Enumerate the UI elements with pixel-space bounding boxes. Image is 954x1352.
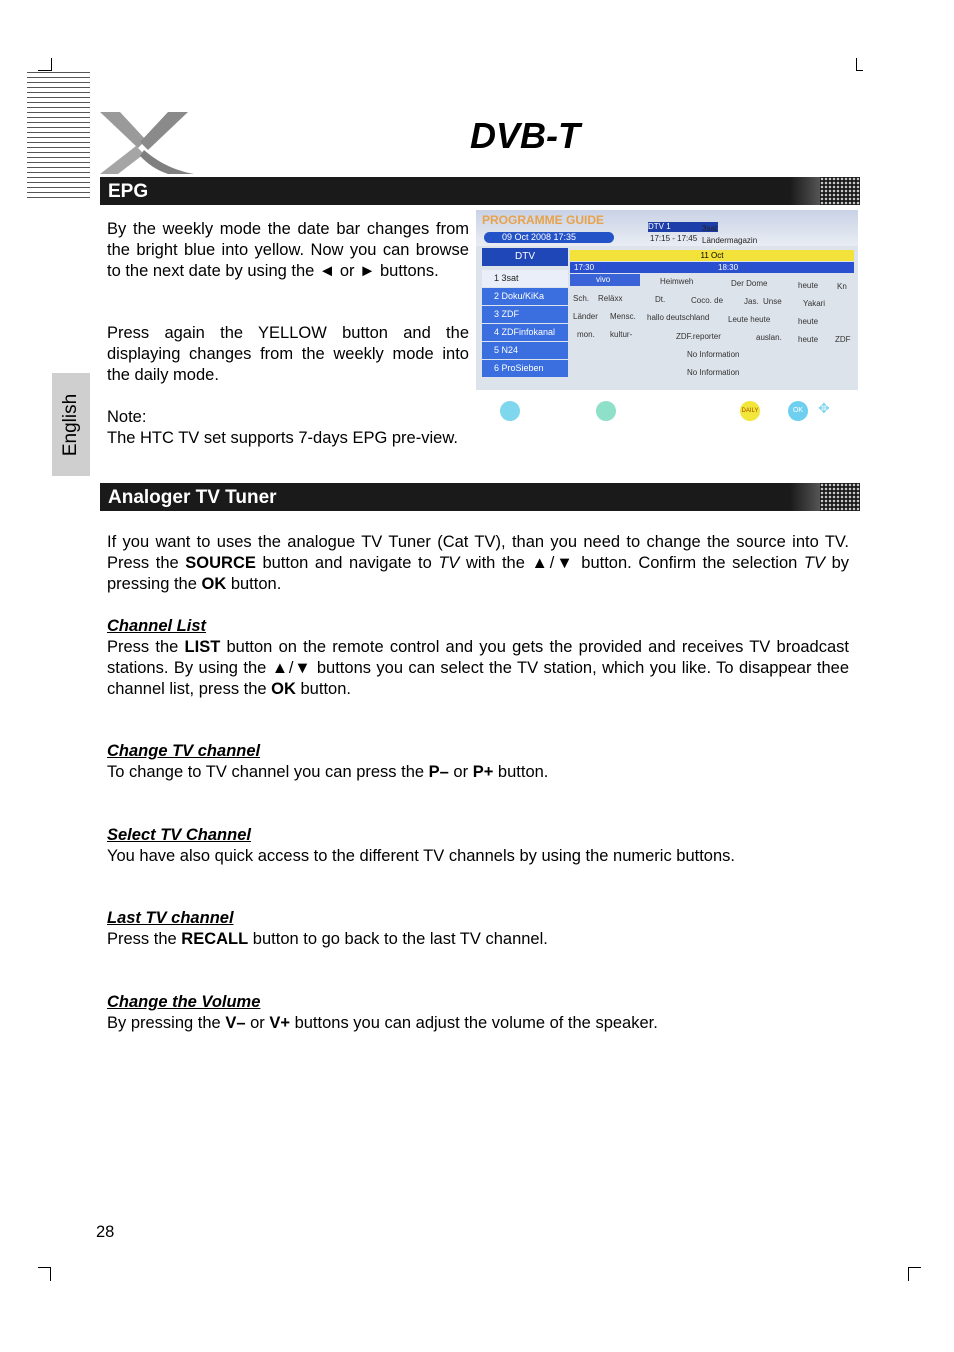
epg-info-name: 3sat (702, 224, 718, 233)
page-number: 28 (96, 1223, 115, 1241)
epg-channel-row: 2 Doku/KiKa (482, 288, 568, 305)
epg-cell: Reläxx (598, 294, 623, 303)
epg-time-bar (570, 262, 854, 273)
epg-cell: Leute heute (728, 315, 771, 324)
section-heading-epg: EPG (108, 181, 149, 202)
section-bar-epg (100, 177, 860, 205)
epg-cell: heute (798, 281, 819, 290)
epg-guide-title: PROGRAMME GUIDE (482, 213, 605, 227)
select-channel-heading: Select TV Channel (107, 826, 251, 844)
epg-cell: auslan. (756, 333, 782, 342)
epg-date: 09 Oct 2008 17:35 (484, 232, 614, 243)
volume-text: By pressing the V– or V+ buttons you can adjust the volume of the speaker. (107, 1014, 658, 1032)
epg-channel-row: 6 ProSieben (482, 360, 568, 377)
change-channel-text: To change to TV channel you can press the P– or P+ button. (107, 763, 549, 781)
epg-paragraph-1: By the weekly mode the date bar changes from the bright blue into yellow. Now you can browse to the next date by using the ◄ or ► buttons. (107, 220, 469, 280)
epg-info-channel: DTV 1 (648, 222, 718, 232)
epg-channel-row: 4 ZDFinfokanal (482, 324, 568, 341)
epg-screenshot (476, 210, 858, 390)
select-channel-text: You have also quick access to the different TV channels by using the numeric buttons. (107, 847, 735, 865)
epg-arrows-icon: ✥ (818, 400, 830, 416)
epg-channel-header: DTV (482, 248, 568, 266)
epg-time-1: 17:30 (574, 263, 595, 272)
epg-cell: kultur- (610, 330, 633, 339)
epg-cell: No Information (687, 350, 740, 359)
epg-cell: mon. (577, 330, 595, 339)
epg-cell: hallo deutschland (647, 313, 710, 322)
epg-cell: Sch. (573, 294, 590, 303)
epg-cell: heute (798, 317, 819, 326)
section-bar-analog (100, 483, 860, 511)
channel-list-heading: Channel List (107, 617, 207, 635)
crop-mark-bottom-right (908, 1267, 921, 1281)
epg-cell: Coco. de (691, 296, 724, 305)
page-title: DVB-T (470, 115, 580, 156)
last-channel-heading: Last TV channel (107, 909, 234, 927)
epg-remote-buttons (476, 392, 858, 428)
epg-cell: vivo (570, 274, 640, 286)
epg-cell: ZDF (835, 335, 851, 344)
epg-channel-row: 5 N24 (482, 342, 568, 359)
change-channel-heading: Change TV channel (107, 742, 261, 760)
brand-x-logo (98, 110, 196, 176)
epg-cell: Kn (837, 282, 847, 291)
epg-note-label: Note: (107, 408, 147, 426)
epg-cell: No Information (687, 368, 740, 377)
epg-cell: Mensc. (610, 312, 636, 321)
section-heading-analog: Analoger TV Tuner (108, 487, 277, 508)
crop-mark-top-left (38, 58, 52, 71)
epg-cell: heute (798, 335, 819, 344)
language-tab-label: English (60, 393, 81, 456)
channel-list-text: Press the LIST button on the remote control and you gets the provided and receives TV broadcast stations. By using the ▲/▼ buttons you can select the TV station, which you like. To disappear thee channel list, press the OK button. (107, 638, 849, 698)
language-tab (52, 373, 90, 476)
epg-channel-row: 3 ZDF (482, 306, 568, 323)
epg-cell: Heimweh (660, 277, 694, 286)
epg-cell: Yakari (803, 299, 826, 308)
epg-cell: Unse (763, 297, 782, 306)
last-channel-text: Press the RECALL button to go back to the last TV channel. (107, 930, 548, 948)
header-stripes (27, 72, 90, 200)
epg-cell: Dt. (655, 295, 666, 304)
analog-intro: If you want to uses the analogue TV Tuner (Cat TV), than you need to change the source into TV. Press the SOURCE button and navigate to TV with the ▲/▼ button. Confirm the selection TV by pressing the OK button. (107, 533, 849, 593)
crop-mark-bottom-left (38, 1267, 51, 1281)
epg-cyan-button-icon (500, 401, 520, 421)
epg-green-button-icon (596, 401, 616, 421)
epg-time-2: 18:30 (718, 263, 739, 272)
epg-paragraph-2: Press again the YELLOW button and the displaying changes from the weekly mode into the daily mode. (107, 324, 469, 384)
epg-info-show: Ländermagazin (702, 236, 758, 245)
crop-mark-top-right (856, 58, 863, 71)
epg-yellow-button-icon: DAILY (740, 401, 760, 421)
volume-heading: Change the Volume (107, 993, 261, 1011)
epg-cell: Jas. (744, 297, 759, 306)
epg-note-text: The HTC TV set supports 7-days EPG pre-view. (107, 429, 458, 447)
epg-ok-button-icon: OK (788, 401, 808, 421)
epg-cell: ZDF.reporter (676, 332, 721, 341)
epg-date-bar: 11 Oct (570, 250, 854, 261)
epg-channel-row: 1 3sat (482, 270, 568, 287)
epg-cell: Länder (573, 312, 598, 321)
epg-cell: Der Dome (731, 279, 768, 288)
epg-info-time: 17:15 - 17:45 (650, 234, 698, 243)
